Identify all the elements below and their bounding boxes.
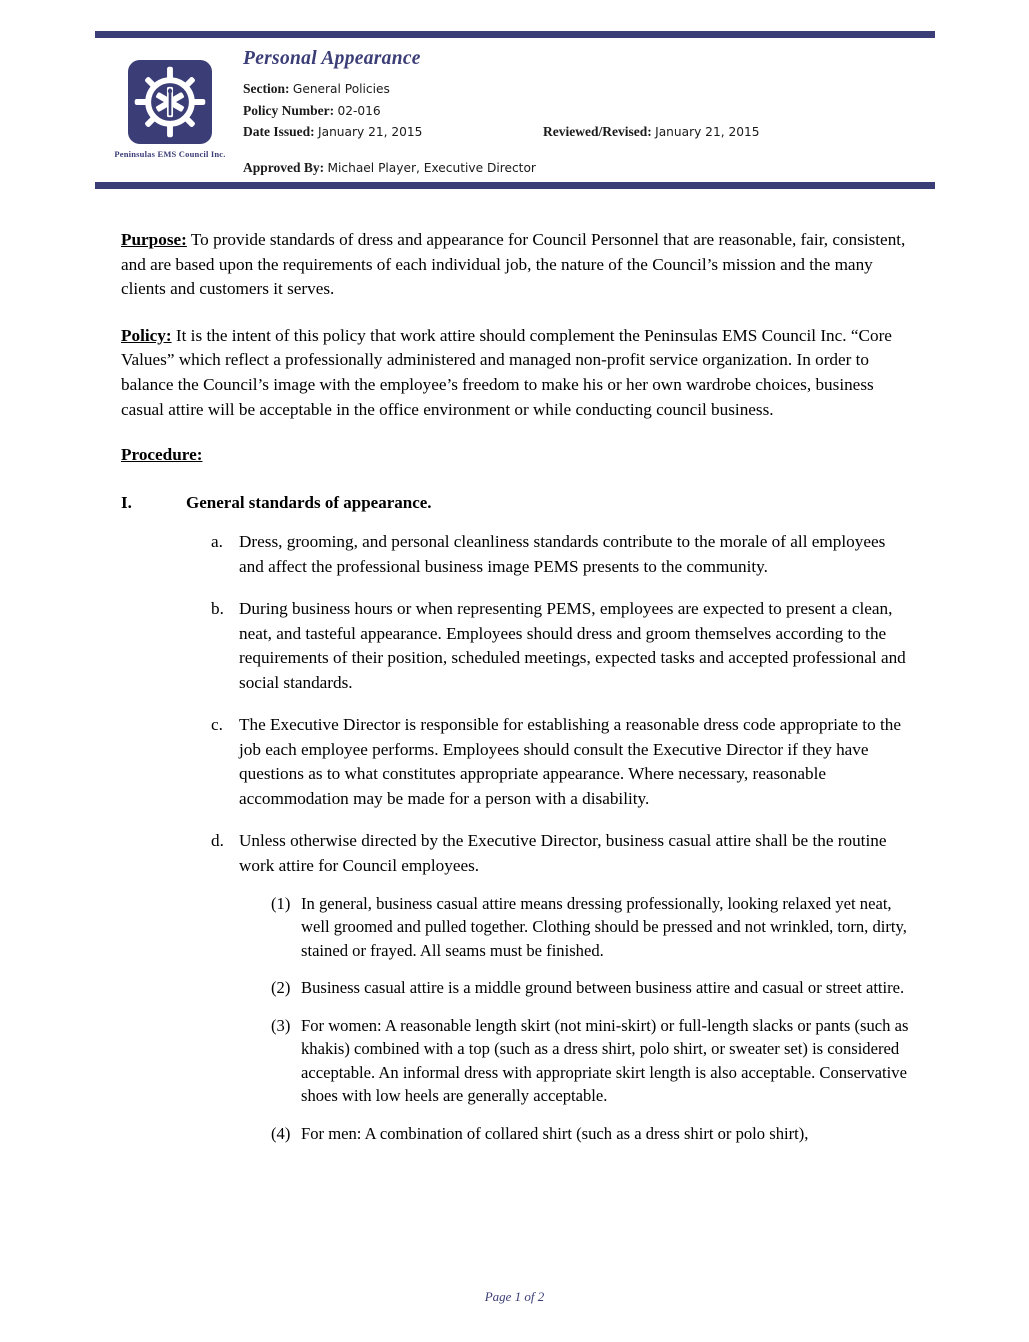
section-value: General Policies xyxy=(292,82,390,97)
list-item-marker: (3) xyxy=(271,1015,291,1035)
section-i-item-list xyxy=(121,530,911,1145)
page-title: Personal Appearance xyxy=(243,48,421,69)
organization-logo-block xyxy=(105,60,235,159)
section-i-title: General standards of appearance. xyxy=(186,492,432,512)
page-footer xyxy=(0,1288,1029,1306)
header-top-rule xyxy=(95,31,935,38)
list-item-text: During business hours or when representing PEMS, employees are expected to present a clean, neat, and tasteful appearance. Employees should dress and groom themselves according to the requirements of their position, scheduled meetings, expected tasks and accepted professional and social standards. xyxy=(239,598,906,693)
list-item-text: Unless otherwise directed by the Executive Director, business casual attire shall be the routine work attire for Council employees. xyxy=(239,830,887,875)
item-d-subitem-list xyxy=(239,892,911,1146)
list-item xyxy=(271,976,911,1000)
list-item xyxy=(211,597,911,696)
list-item xyxy=(211,713,911,812)
meta-row-section xyxy=(243,78,943,99)
policy-paragraph xyxy=(121,324,911,422)
reviewed-revised-label: Reviewed/Revised: xyxy=(543,123,652,139)
reviewed-revised-group xyxy=(543,121,759,142)
date-issued-label: Date Issued: xyxy=(243,123,315,139)
reviewed-revised-value: January 21, 2015 xyxy=(655,124,760,139)
list-item xyxy=(211,829,911,1146)
meta-row-policy-number xyxy=(243,100,943,121)
list-item-marker: d. xyxy=(211,830,224,850)
approved-by-value: Michael Player, Executive Director xyxy=(327,161,536,175)
procedure-heading: Procedure: xyxy=(121,445,203,465)
list-item-marker: (2) xyxy=(271,978,291,998)
section-i-numeral: I. xyxy=(121,492,132,512)
list-item-marker: a. xyxy=(211,532,223,552)
ships-wheel-star-of-life-icon xyxy=(128,60,212,144)
list-item-text: For women: A reasonable length skirt (not mini-skirt) or full-length slacks or pants (such as khakis) combined with a top (such as a dress shirt, polo shirt, or sweater set) is considered acceptable. An informal dress with appropriate skirt length is also acceptable. Conservative shoes with low heels are generally acceptable. xyxy=(301,1015,909,1106)
list-item xyxy=(211,530,911,580)
list-item-marker: b. xyxy=(211,598,224,618)
meta-row-approved-by xyxy=(243,157,943,178)
purpose-label: Purpose: xyxy=(121,230,187,249)
policy-label: Policy: xyxy=(121,325,172,345)
meta-row-date-issued xyxy=(243,121,943,142)
purpose-paragraph xyxy=(121,228,911,302)
header-text-block xyxy=(243,48,943,178)
list-item-text: Dress, grooming, and personal cleanliness standards contribute to the morale of all employees and affect the professional business image PEMS presents to the community. xyxy=(239,532,886,577)
policy-number-label: Policy Number: xyxy=(243,102,335,118)
header-bottom-rule xyxy=(95,182,935,189)
list-item xyxy=(271,892,911,963)
document-header xyxy=(95,48,940,176)
list-item-text: For men: A combination of collared shirt (such as a dress shirt or polo shirt), xyxy=(301,1124,809,1143)
page-number: Page 1 of 2 xyxy=(484,1289,545,1304)
list-item-text: The Executive Director is responsible for establishing a reasonable dress code appropriate to the job each employee performs. Employees should consult the Executive Director if they have questions as to what constitutes appropriate appearance. Where necessary, reasonable accommodation may be made for a person with a disability. xyxy=(239,714,901,809)
document-body xyxy=(121,228,911,1163)
list-item xyxy=(271,1014,911,1108)
list-item-marker: (4) xyxy=(271,1124,291,1143)
date-issued-value: January 21, 2015 xyxy=(318,124,423,139)
purpose-text: To provide standards of dress and appearance for Council Personnel that are reasonable, fair, consistent, and are based upon the requirements of each individual job, the nature of the Council’s mission and the many clients and customers it serves. xyxy=(121,230,906,299)
policy-text: It is the intent of this policy that work attire should complement the Peninsulas EMS Council Inc. “Core Values” which reflect a professionally administered and managed non-profit service organization. In order to balance the Council’s image with the employee’s freedom to make his or her own wardrobe choices, business casual attire will be acceptable in the office environment or while conducting council business. xyxy=(121,325,892,419)
policy-number-value: 02-016 xyxy=(337,103,381,118)
list-item-text: Business casual attire is a middle ground between business attire and casual or street attire. xyxy=(301,978,905,998)
section-i-heading xyxy=(121,491,911,515)
list-item-marker: c. xyxy=(211,714,223,734)
section-label: Section: xyxy=(243,81,290,97)
list-item xyxy=(271,1122,911,1146)
organization-name-caption: Peninsulas EMS Council Inc. xyxy=(114,149,226,159)
approved-by-label: Approved By: xyxy=(243,160,325,175)
list-item-text: In general, business casual attire means dressing professionally, looking relaxed yet neat, well groomed and pulled together. Clothing should be pressed and not wrinkled, torn, dirty, stained or frayed. All seams must be finished. xyxy=(301,893,907,960)
list-item-marker: (1) xyxy=(271,893,291,913)
